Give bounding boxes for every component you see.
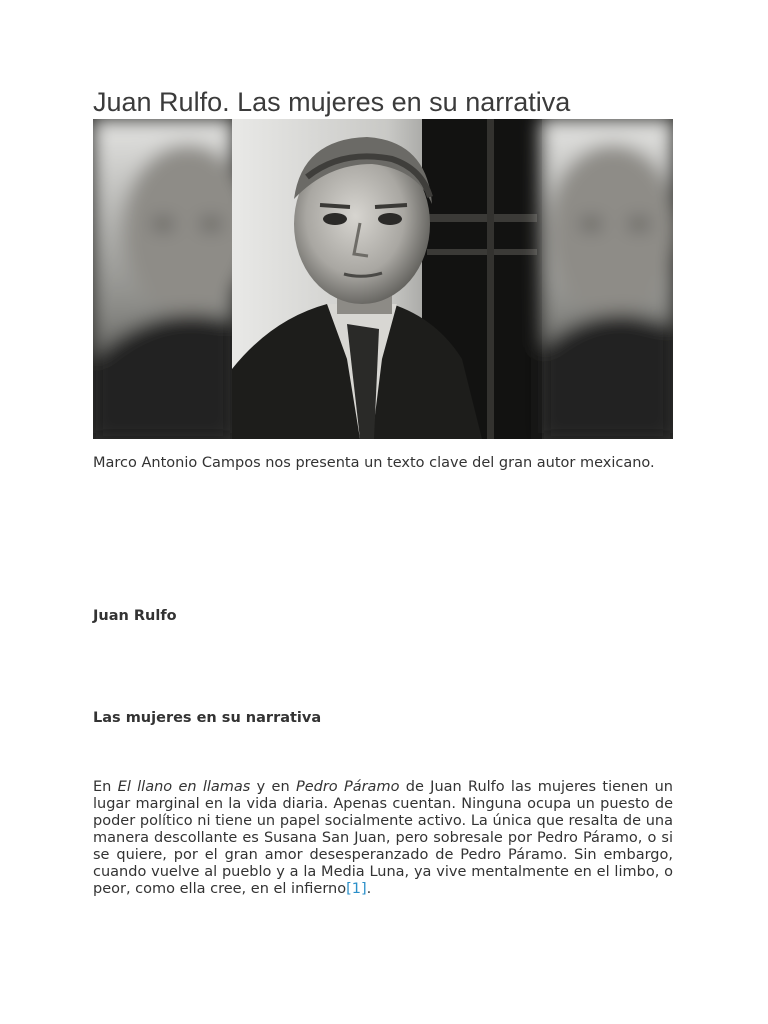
book-title: El llano en llamas bbox=[117, 779, 251, 795]
paragraph-text: En bbox=[93, 779, 118, 795]
paragraph-text: . bbox=[366, 881, 372, 897]
article-photo bbox=[93, 119, 673, 439]
book-title: Pedro Páramo bbox=[295, 779, 400, 795]
paragraph-text: y en bbox=[250, 779, 296, 795]
article-caption: Marco Antonio Campos nos presenta un texto clave del gran autor mexicano. bbox=[93, 455, 655, 471]
page-title: Juan Rulfo. Las mujeres en su narrativa bbox=[93, 87, 571, 117]
author-heading: Juan Rulfo bbox=[93, 608, 177, 624]
section-heading: Las mujeres en su narrativa bbox=[93, 710, 322, 726]
body-paragraph bbox=[93, 779, 673, 898]
paragraph-text: de Juan Rulfo las mujeres tienen un lugar marginal en la vida diaria. Apenas cuentan. Ninguna ocupa un puesto de poder político ni tiene un papel socialmente activo. La única que resalta de una manera descollante es Susana San Juan, pero sobresale por Pedro Páramo, o si se quiere, por el gran amor desesperanzado de Pedro Páramo. Sin embargo, cuando vuelve al pueblo y a la Media Luna, ya vive mentalmente en el limbo, o peor, como ella cree, en el infierno bbox=[93, 779, 673, 897]
footnote-link[interactable]: [1] bbox=[346, 881, 367, 897]
